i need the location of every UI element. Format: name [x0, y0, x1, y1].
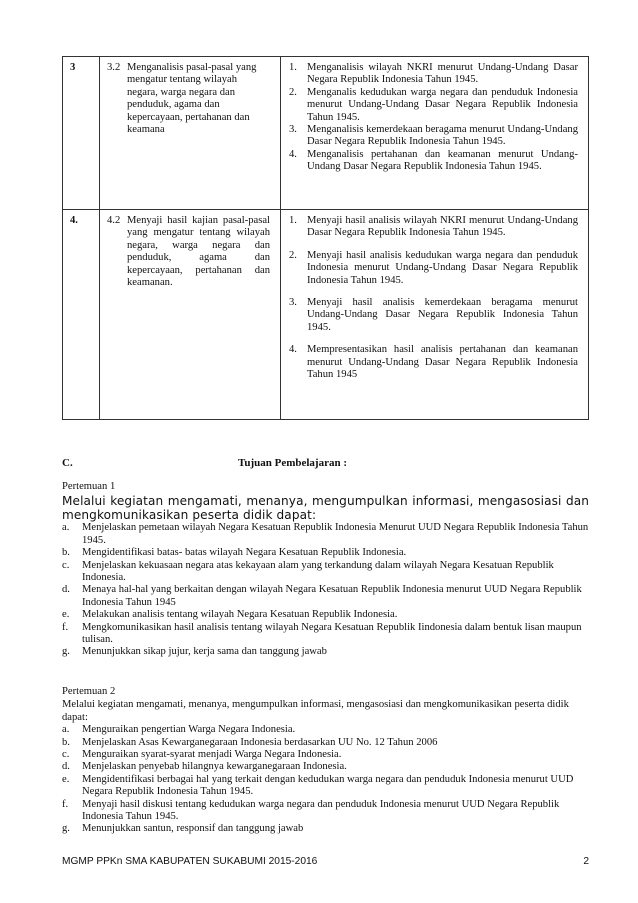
indicator-item [289, 87, 578, 124]
indicator-number: 4. [289, 148, 297, 160]
indicator-item [289, 215, 578, 240]
meeting-intro: Melalui kegiatan mengamati, menanya, mengumpulkan informasi, mengasosiasi dan mengkomunikasikan peserta didik dapat: [62, 494, 589, 523]
meeting-1-section [62, 481, 589, 659]
competency-text: Menganalisis pasal-pasal yang mengatur tentang wilayah negara, warga negara dan penduduk, agama dan kepercayaan, pertahanan dan keamana [127, 62, 257, 136]
competency-number: 4.2 [107, 215, 121, 226]
list-item: e. Melakukan analisis tentang wilayah Negara Kesatuan Republik Indonesia. [62, 609, 398, 621]
indicator-cell [281, 57, 589, 210]
indicator-item [289, 149, 578, 174]
list-item: c. Menguraikan syarat-syarat menjadi Warga Negara Indonesia. [62, 749, 342, 761]
indicator-text: Menganalisis kemerdekaan beragama menurut Undang-Undang Dasar Negara Republik Indonesia Tahun 1945. [307, 124, 578, 148]
table-row [63, 57, 589, 210]
page-footer [62, 856, 589, 867]
list-item: d. Menjelaskan penyebab hilangnya kewarganegaraan Indonesia. [62, 761, 347, 773]
list-item: a. Menguraikan pengertian Warga Negara Indonesia. [62, 724, 296, 736]
indicator-number: 1. [289, 215, 297, 226]
indicator-text: Menyaji hasil analisis kedudukan warga negara dan penduduk Indonesia menurut Undang-Undang Dasar Negara Republik Indonesia Tahun 1945. [307, 249, 578, 286]
list-item: f. Mengkomunikasikan hasil analisis tentang wilayah Negara Kesatuan Republik Iindonesia dalam bentuk lisan maupun tulisan. [62, 621, 582, 646]
list-item: f. Menyaji hasil diskusi tentang kedudukan warga negara dan penduduk Indonesia menurut UUD Negara Republik Indonesia Tahun 1945. [62, 798, 560, 823]
indicator-number: 4. [289, 344, 297, 356]
list-item: b. Menjelaskan Asas Kewarganegaraan Indonesia berdasarkan UU No. 12 Tahun 2006 [62, 736, 438, 748]
meeting-label: Pertemuan 1 [62, 481, 116, 492]
meeting-2-section [62, 686, 589, 836]
indicator-text: Menganalis kedudukan warga negara dan penduduk Indonesia menurut Undang-Undang Dasar Negara Republik Indonesia Tahun 1945. [307, 86, 578, 123]
indicator-number: 3. [289, 124, 297, 136]
indicator-item [289, 62, 578, 87]
basic-competency-cell [100, 210, 281, 420]
indicator-item [289, 297, 578, 334]
indicator-item [289, 344, 578, 381]
competency-table [62, 56, 589, 420]
indicator-text: Mempresentasikan hasil analisis pertahanan dan keamanan menurut Undang-Undang Dasar Negara Republik Indonesia Tahun 1945 [307, 344, 578, 381]
footer-text: MGMP PPKn SMA KABUPATEN SUKABUMI 2015-2016 [62, 856, 318, 867]
indicator-text: Menganalisis wilayah NKRI menurut Undang-Undang Dasar Negara Republik Indonesia Tahun 1945. [307, 62, 578, 86]
table-row [63, 210, 589, 420]
basic-competency-cell [100, 57, 281, 210]
meeting-label: Pertemuan 2 [62, 686, 116, 697]
indicator-number: 2. [289, 249, 297, 261]
indicator-item [289, 250, 578, 287]
competency-number: 3.2 [107, 62, 121, 73]
row-number: 4. [63, 210, 100, 420]
indicator-cell [281, 210, 589, 420]
row-number: 3 [63, 57, 100, 210]
indicator-text: Menyaji hasil analisis kemerdekaan beragama menurut Undang-Undang Dasar Negara Republik Indonesia Tahun 1945. [307, 297, 578, 333]
page-number: 2 [583, 856, 589, 867]
indicator-number: 3. [289, 297, 297, 309]
indicator-number: 2. [289, 86, 297, 98]
list-item: a. Menjelaskan pemetaan wilayah Negara Kesatuan Republik Indonesia Menurut UUD Negara Republik Indonesia Tahun 1945. [62, 522, 589, 546]
list-item: b. Mengidentifikasi batas- batas wilayah Negara Kesatuan Republik Indonesia. [62, 547, 407, 559]
section-title: Tujuan Pembelajaran : [238, 457, 347, 469]
list-item: g. Menunjukkan sikap jujur, kerja sama dan tanggung jawab [62, 646, 327, 658]
indicator-item [289, 124, 578, 149]
list-item: g. Menunjukkan santun, responsif dan tanggung jawab [62, 823, 304, 835]
section-letter: C. [62, 457, 73, 469]
list-item: c. Menjelaskan kekuasaan negara atas kekayaan alam yang terkandung dalam wilayah Negara Kesatuan Republik Indonesia. [62, 559, 554, 584]
indicator-text: Menyaji hasil analisis wilayah NKRI menurut Undang-Undang Dasar Negara Republik Indonesia Tahun 1945. [307, 215, 578, 239]
meeting-intro: Melalui kegiatan mengamati, menanya, mengumpulkan informasi, mengasosiasi dan mengkomunikasikan peserta didik dapat: [62, 699, 569, 723]
indicator-text: Menganalisis pertahanan dan keamanan menurut Undang-Undang Dasar Negara Republik Indonesia Tahun 1945. [307, 148, 578, 173]
indicator-number: 1. [289, 62, 297, 73]
list-item: d. Menaya hal-hal yang berkaitan dengan wilayah Negara Kesatuan Republik Indonesia menurut UUD Negara Republik Indonesia Tahun 1945 [62, 584, 582, 608]
list-item: e. Mengidentifikasi berbagai hal yang terkait dengan kedudukan warga negara dan penduduk Indonesia menurut UUD Negara Republik Indonesia Tahun 1945. [62, 773, 574, 798]
competency-text: Menyaji hasil kajian pasal-pasal yang mengatur tentang wilayah negara, warga negara dan penduduk, agama dan kepercayaan, pertahanan dan keamanan. [127, 215, 270, 289]
